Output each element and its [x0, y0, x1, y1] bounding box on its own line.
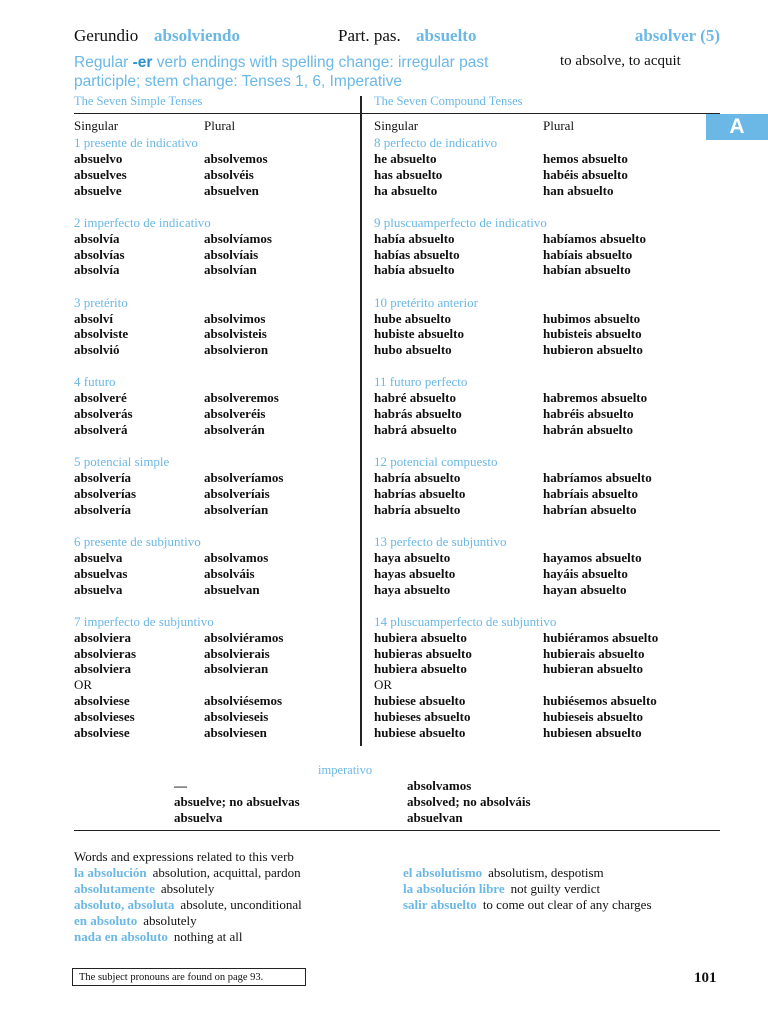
singular-form: absuelva	[74, 550, 123, 565]
related-entry	[403, 881, 652, 897]
singular-form: hubiera absuelto	[374, 629, 467, 645]
singular-form: absolviese	[74, 692, 130, 708]
plural-form: hubieseis absuelto	[543, 708, 644, 724]
tense-title: 4 futuro	[74, 374, 116, 390]
related-heading: Words and expressions related to this verb	[74, 849, 294, 864]
plural-form: habíamos absuelto	[543, 230, 646, 246]
compound-tense-1	[374, 134, 674, 198]
compound-tenses-heading: The Seven Compound Tenses	[374, 94, 523, 108]
singular-form: habrás absuelto	[374, 406, 462, 422]
conjugation-row	[374, 550, 674, 566]
simple-tenses-heading: The Seven Simple Tenses	[74, 94, 203, 108]
plural-form: hayáis absuelto	[543, 565, 628, 581]
plural-form: hayamos absuelto	[543, 550, 642, 565]
simple-plural-header: Plural	[204, 118, 236, 133]
singular-form: habías absuelto	[374, 246, 460, 262]
page-header	[74, 26, 724, 52]
plural-form: absolvían	[204, 262, 257, 278]
singular-form: absolvería	[74, 501, 132, 517]
related-term: el absolutismo	[403, 865, 483, 880]
related-definition: absolutism, despotism	[488, 865, 604, 880]
singular-form: había absuelto	[374, 230, 455, 246]
simple-tense-6	[74, 533, 374, 597]
singular-form: has absuelto	[374, 166, 443, 182]
plural-form: absolvieran	[204, 661, 269, 677]
singular-form: absuelvo	[74, 151, 123, 166]
singular-form: hubieras absuelto	[374, 645, 472, 661]
verb-description: Regular -er verb endings with spelling change: irregular past participle; stem change: Tenses 1, 6, Imperative	[74, 54, 489, 90]
related-term: en absoluto	[74, 913, 138, 928]
plural-form: habríamos absuelto	[543, 470, 652, 486]
plural-form: absolveríais	[204, 485, 270, 501]
singular-form: habría absuelto	[374, 501, 461, 517]
conjugation-row	[74, 231, 374, 247]
conjugation-row	[74, 342, 374, 358]
singular-form: absuelva	[74, 581, 123, 597]
conjugation-row	[374, 342, 674, 358]
tense-title: 8 perfecto de indicativo	[374, 135, 498, 150]
conjugation-row	[374, 262, 674, 278]
plural-form: absolviesen	[204, 724, 267, 740]
imperativo-singular: absuelva	[174, 810, 223, 825]
gerundio-label: Gerundio	[74, 26, 139, 45]
singular-form: absolviste	[74, 326, 129, 342]
singular-form: absolvía	[74, 262, 120, 278]
conjugation-row	[74, 582, 374, 598]
related-entry	[403, 865, 652, 881]
simple-singular-header: Singular	[74, 118, 119, 133]
plural-form: absolváis	[204, 565, 255, 581]
plural-form: hubisteis absuelto	[543, 326, 642, 342]
plural-form: habíais absuelto	[543, 246, 633, 262]
plural-form: absolvisteis	[204, 326, 267, 342]
conjugation-row	[74, 470, 374, 486]
conjugation-row	[74, 677, 374, 693]
compound-singular-header: Singular	[374, 118, 419, 133]
singular-form: habría absuelto	[374, 470, 461, 486]
plural-form: habremos absuelto	[543, 390, 648, 406]
conjugation-row	[74, 693, 374, 709]
singular-form: habrá absuelto	[374, 421, 457, 437]
tense-title: 14 pluscuamperfecto de subjuntivo	[374, 613, 557, 629]
plural-form: absolvíais	[204, 246, 259, 262]
related-entry	[74, 897, 302, 913]
conjugation-row	[74, 183, 374, 199]
simple-tense-5	[74, 453, 374, 517]
compound-plural-header: Plural	[543, 118, 575, 133]
related-definition: absolution, acquittal, pardon	[152, 865, 301, 880]
imperativo-divider	[74, 830, 720, 831]
related-definition: absolutely	[143, 913, 197, 928]
tense-title: 1 presente de indicativo	[74, 135, 198, 150]
related-entry	[74, 881, 302, 897]
conjugation-row	[374, 470, 674, 486]
related-term: absoluto, absoluta	[74, 897, 175, 912]
singular-form: absolveré	[74, 390, 127, 406]
conjugation-row	[74, 151, 374, 167]
conjugation-row	[74, 422, 374, 438]
plural-form: absolverán	[204, 421, 265, 437]
plural-form: absolveréis	[204, 406, 266, 422]
singular-form: absolvía	[74, 230, 120, 246]
plural-form: hemos absuelto	[543, 151, 628, 166]
singular-form: habrías absuelto	[374, 485, 466, 501]
related-term: absolutamente	[74, 881, 155, 896]
plural-form: hubierais absuelto	[543, 645, 645, 661]
plural-form: habrán absuelto	[543, 421, 633, 437]
related-entry	[74, 929, 302, 945]
plural-form: absolverían	[204, 501, 269, 517]
conjugation-row	[74, 630, 374, 646]
imperativo-title: imperativo	[318, 763, 373, 777]
singular-form: hayas absuelto	[374, 565, 456, 581]
singular-form: absolviera	[74, 629, 132, 645]
conjugation-row	[74, 725, 374, 741]
plural-form: absuelvan	[204, 581, 260, 597]
compound-tense-6	[374, 533, 674, 597]
letter-tab: A	[706, 114, 768, 140]
singular-form: he absuelto	[374, 151, 437, 166]
plural-form: han absuelto	[543, 182, 614, 198]
simple-tense-2	[74, 214, 374, 278]
singular-form: hubiera absuelto	[374, 661, 467, 677]
related-definition: absolute, unconditional	[180, 897, 302, 912]
conjugation-row	[74, 486, 374, 502]
conjugation-row	[74, 262, 374, 278]
conjugation-row	[74, 566, 374, 582]
singular-form: había absuelto	[374, 262, 455, 278]
conjugation-row	[374, 693, 674, 709]
related-term: la absolución	[74, 865, 147, 880]
imperativo-singular: absuelve; no absuelvas	[174, 794, 300, 809]
singular-form: absuelve	[74, 182, 122, 198]
plural-form: hubieran absuelto	[543, 661, 644, 677]
singular-form: absolvías	[74, 246, 125, 262]
related-entry	[74, 913, 302, 929]
related-list-left	[74, 865, 302, 945]
gerundio-value: absolviendo	[154, 26, 240, 45]
conjugation-row	[374, 167, 674, 183]
singular-form: hubieses absuelto	[374, 708, 471, 724]
related-entry	[403, 897, 652, 913]
plural-form: absolvieseis	[204, 708, 269, 724]
plural-form: hubimos absuelto	[543, 310, 641, 326]
related-entry	[74, 865, 302, 881]
conjugation-row	[74, 709, 374, 725]
simple-tense-7	[74, 613, 374, 741]
plural-form: habían absuelto	[543, 262, 631, 278]
related-definition: to come out clear of any charges	[482, 897, 652, 912]
tense-title: 3 pretérito	[74, 294, 128, 310]
verb-title: absolver (5)	[634, 26, 720, 45]
conjugation-row	[374, 231, 674, 247]
singular-form: haya absuelto	[374, 550, 451, 565]
simple-tense-3	[74, 294, 374, 358]
plural-form: habéis absuelto	[543, 166, 628, 182]
tense-title: 2 imperfecto de indicativo	[74, 214, 211, 230]
singular-form: absuelvas	[74, 565, 128, 581]
conjugation-row	[74, 550, 374, 566]
tense-title: 11 futuro perfecto	[374, 374, 468, 390]
singular-form: hubo absuelto	[374, 342, 452, 358]
singular-form: absolviese	[74, 724, 130, 740]
singular-form: habré absuelto	[374, 390, 456, 406]
singular-form: OR	[374, 677, 393, 693]
singular-form: hubiste absuelto	[374, 326, 464, 342]
singular-form: absolvería	[74, 470, 132, 486]
plural-form: absolvemos	[204, 151, 268, 166]
related-definition: not guilty verdict	[510, 881, 601, 896]
related-term: salir absuelto	[403, 897, 477, 912]
participle-label: Part. pas.	[338, 26, 401, 45]
conjugation-row	[74, 661, 374, 677]
plural-form: absolveríamos	[204, 470, 284, 486]
imperativo-singular: —	[174, 778, 187, 793]
plural-form: absolviéramos	[204, 629, 284, 645]
singular-form: absolvió	[74, 342, 120, 358]
conjugation-row	[74, 406, 374, 422]
plural-form: absolviésemos	[204, 692, 282, 708]
plural-form: absolvimos	[204, 310, 266, 326]
conjugation-row	[74, 311, 374, 327]
conjugation-row	[374, 709, 674, 725]
participle-value: absuelto	[416, 26, 477, 45]
compound-tense-7	[374, 613, 674, 741]
header-divider	[74, 113, 720, 114]
plural-form: hubiéramos absuelto	[543, 629, 659, 645]
conjugation-row	[374, 630, 674, 646]
conjugation-row	[74, 167, 374, 183]
conjugation-row	[374, 646, 674, 662]
conjugation-row	[374, 486, 674, 502]
tense-title: 10 pretérito anterior	[374, 294, 478, 310]
conjugation-row	[374, 390, 674, 406]
plural-form: absolvéis	[204, 166, 254, 182]
related-term: la absolución libre	[403, 881, 505, 896]
compound-tense-3	[374, 294, 674, 358]
plural-form: hubiésemos absuelto	[543, 692, 657, 708]
conjugation-row	[374, 406, 674, 422]
imperativo-plural: absolved; no absolváis	[407, 794, 531, 809]
conjugation-row	[374, 582, 674, 598]
conjugation-row	[374, 151, 674, 167]
singular-form: absolvieses	[74, 708, 135, 724]
singular-form: absolviera	[74, 661, 132, 677]
plural-form: hubieron absuelto	[543, 342, 643, 358]
singular-form: hube absuelto	[374, 310, 451, 326]
conjugation-row	[74, 502, 374, 518]
conjugation-row	[374, 725, 674, 741]
plural-form: absolvamos	[204, 550, 269, 565]
conjugation-row	[374, 422, 674, 438]
singular-form: ha absuelto	[374, 182, 438, 198]
plural-form: absuelven	[204, 182, 259, 198]
tense-title: 9 pluscuamperfecto de indicativo	[374, 214, 547, 230]
singular-form: OR	[74, 677, 93, 693]
singular-form: absuelves	[74, 166, 127, 182]
related-definition: absolutely	[160, 881, 215, 896]
plural-form: hayan absuelto	[543, 581, 627, 597]
singular-form: haya absuelto	[374, 581, 451, 597]
tense-title: 13 perfecto de subjuntivo	[374, 534, 507, 549]
plural-form: absolveremos	[204, 390, 279, 406]
singular-form: hubiese absuelto	[374, 724, 466, 740]
footnote: The subject pronouns are found on page 93.	[72, 968, 306, 986]
conjugation-row	[374, 502, 674, 518]
compound-tense-4	[374, 373, 674, 437]
plural-form: habríais absuelto	[543, 485, 638, 501]
simple-tense-4	[74, 373, 374, 437]
conjugation-row	[374, 183, 674, 199]
conjugation-row	[74, 646, 374, 662]
tense-title: 5 potencial simple	[74, 454, 170, 470]
conjugation-row	[74, 390, 374, 406]
conjugation-row	[74, 247, 374, 263]
related-definition: nothing at all	[173, 929, 243, 944]
related-list-right	[403, 865, 652, 913]
singular-form: absolvieras	[74, 645, 137, 661]
compound-tense-2	[374, 214, 674, 278]
plural-form: absolvíamos	[204, 230, 272, 246]
related-term: nada en absoluto	[74, 929, 168, 944]
conjugation-row	[374, 311, 674, 327]
simple-tense-1	[74, 134, 374, 198]
verb-meaning: to absolve, to acquit	[560, 53, 681, 69]
tense-title: 6 presente de subjuntivo	[74, 534, 201, 549]
conjugation-row	[374, 661, 674, 677]
tense-title: 12 potencial compuesto	[374, 454, 498, 470]
singular-form: absolví	[74, 310, 114, 326]
page-number: 101	[694, 970, 717, 986]
singular-form: absolverías	[74, 485, 137, 501]
plural-form: hubiesen absuelto	[543, 724, 642, 740]
imperativo-plural: absuelvan	[407, 810, 463, 825]
plural-form: absolvieron	[204, 342, 269, 358]
compound-tense-5	[374, 453, 674, 517]
tense-title: 7 imperfecto de subjuntivo	[74, 613, 214, 629]
conjugation-row	[74, 326, 374, 342]
imperativo-plural: absolvamos	[407, 778, 472, 793]
singular-form: absolverás	[74, 406, 133, 422]
plural-form: habréis absuelto	[543, 406, 634, 422]
conjugation-row	[374, 566, 674, 582]
singular-form: hubiese absuelto	[374, 692, 466, 708]
conjugation-row	[374, 326, 674, 342]
conjugation-row	[374, 677, 674, 693]
plural-form: habrían absuelto	[543, 501, 637, 517]
conjugation-row	[374, 247, 674, 263]
plural-form: absolvierais	[204, 645, 270, 661]
singular-form: absolverá	[74, 421, 128, 437]
